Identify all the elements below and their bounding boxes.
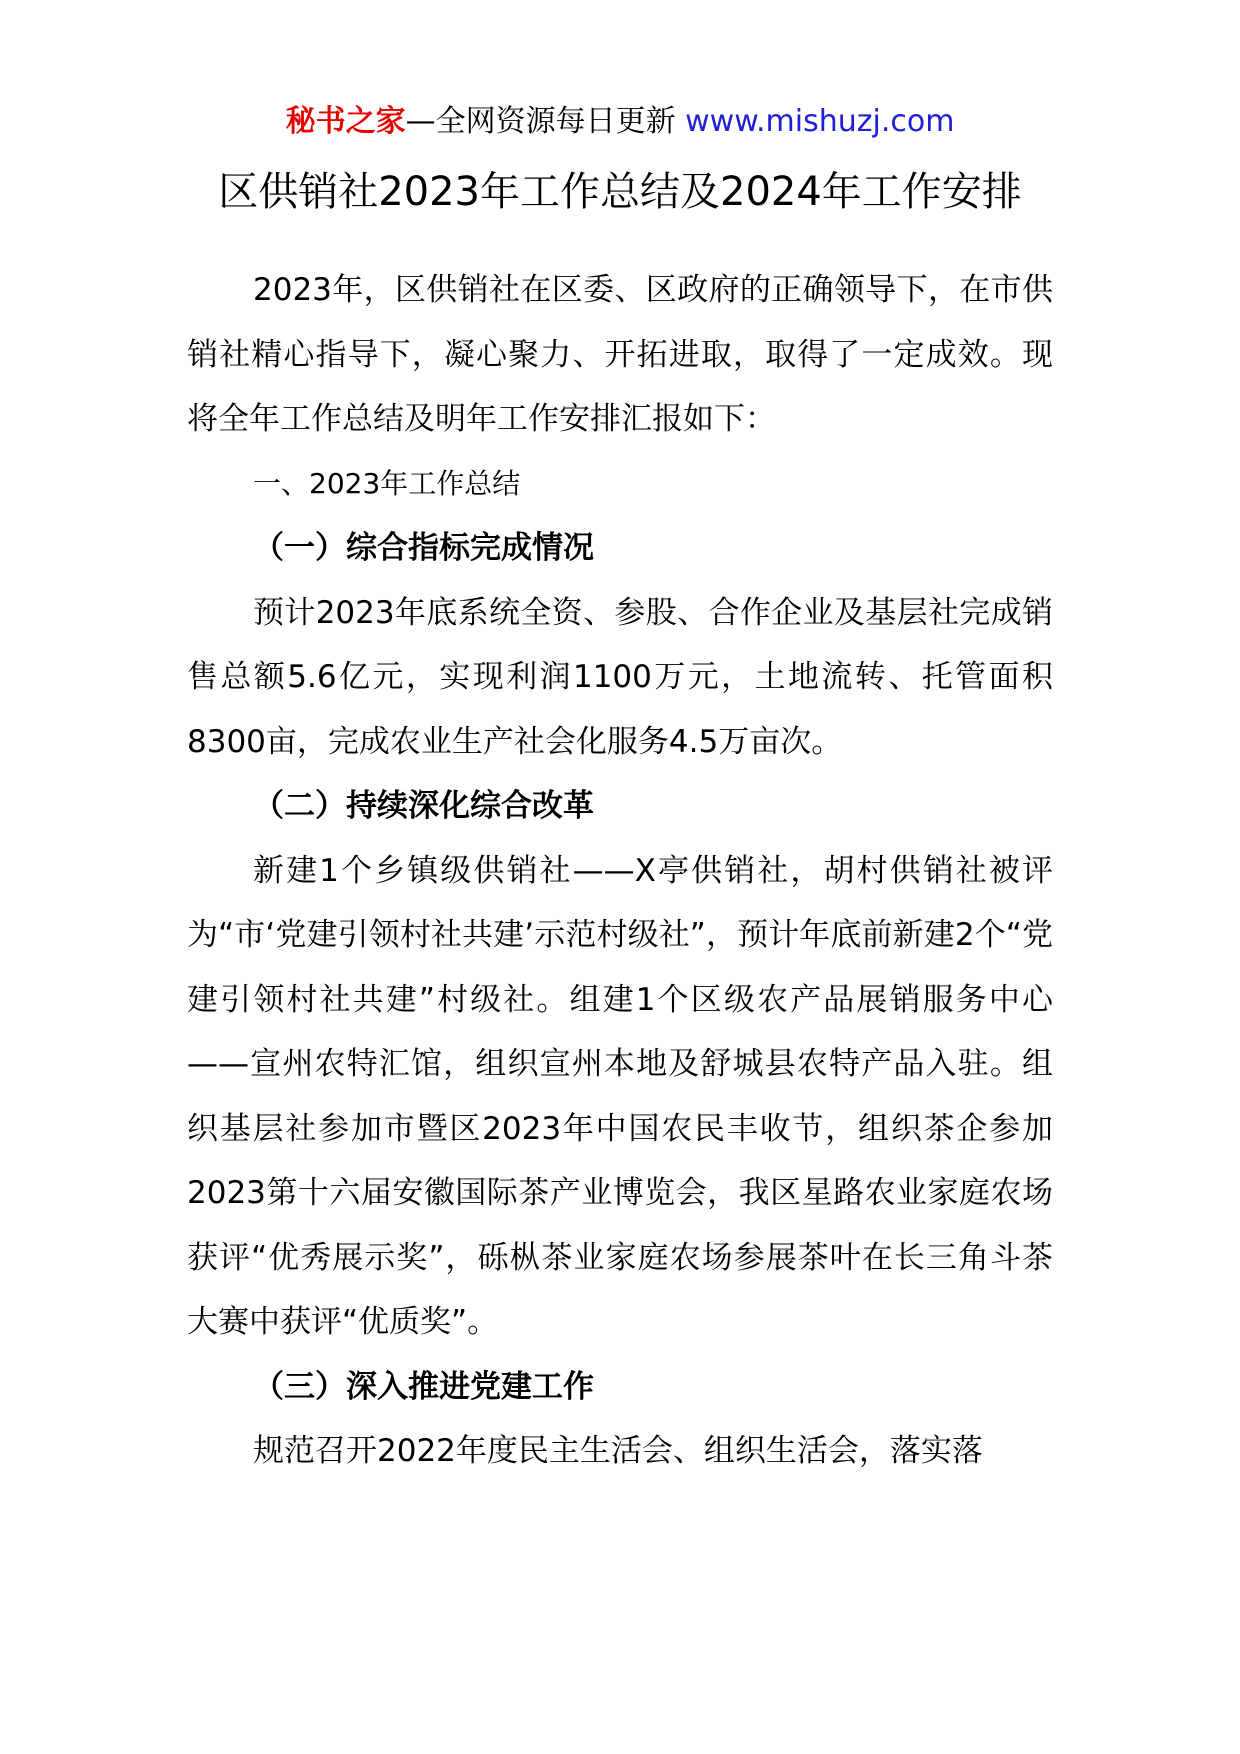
subsection-paragraph-3: 规范召开2022年度民主生活会、组织生活会，落实落 — [253, 1433, 983, 1469]
site-header — [0, 100, 1240, 144]
subsection-heading-2: （二）持续深化综合改革 — [253, 788, 594, 824]
document-body — [187, 258, 1053, 1484]
brand-name: 秘书之家 — [285, 104, 406, 139]
intro-paragraph: 2023年，区供销社在区委、区政府的正确领导下，在市供销社精心指导下，凝心聚力、开拓进取，取得了一定成效。现将全年工作总结及明年工作安排汇报如下： — [187, 272, 1053, 437]
document-title: 区供销社2023年工作总结及2024年工作安排 — [218, 169, 1022, 215]
subsection-heading-1: （一）综合指标完成情况 — [253, 530, 594, 566]
header-tagline: —全网资源每日更新 — [405, 104, 676, 139]
subsection-paragraph-1: 预计2023年底系统全资、参股、合作企业及基层社完成销售总额5.6亿元，实现利润1100万元，土地流转、托管面积8300亩，完成农业生产社会化服务4.5万亩次。 — [187, 594, 1053, 760]
section-heading-1: 一、2023年工作总结 — [253, 466, 521, 500]
subsection-paragraph-2: 新建1个乡镇级供销社——X亭供销社，胡村供销社被评为“市‘党建引领村社共建’示范村级社”，预计年底前新建2个“党建引领村社共建”村级社。组建1个区级农产品展销服务中心——宣州农特汇馆，组织宣州本地及舒城县农特产品入驻。组织基层社参加市暨区2023年中国农民丰收节，组织茶企参加2023第十六届安徽国际茶产业博览会，我区星路农业家庭农场获评“优秀展示奖”，砾枞茶业家庭农场参展茶叶在长三角斗茶大赛中获评“优质奖”。 — [187, 852, 1053, 1340]
site-url-link[interactable]: www.mishuzj.com — [685, 104, 955, 139]
subsection-heading-3: （三）深入推进党建工作 — [253, 1368, 594, 1405]
